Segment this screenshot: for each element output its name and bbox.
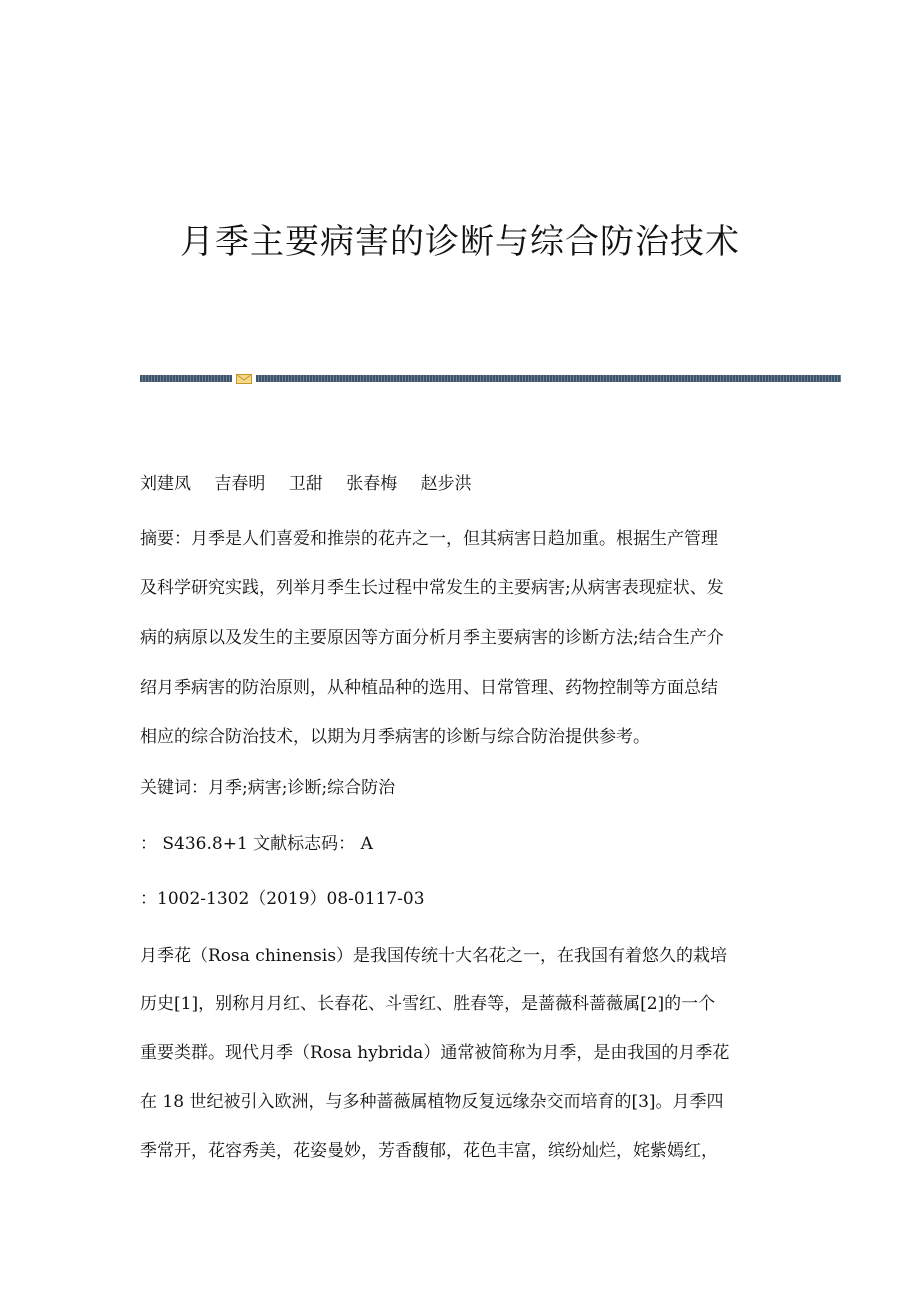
abstract-line: 相应的综合防治技术，以期为月季病害的诊断与综合防治提供参考。 (140, 727, 650, 747)
keywords-line: 关键词：月季;病害;诊断;综合防治 (140, 778, 396, 798)
envelope-ornament-icon (236, 374, 252, 384)
classification-line: ： S436.8+1 文献标志码： A (140, 834, 373, 854)
abstract-line: 及科学研究实践，列举月季生长过程中常发生的主要病害;从病害表现症状、发 (140, 578, 724, 598)
author-name: 卫甜 (288, 474, 323, 494)
abstract-line: 绍月季病害的防治原则，从种植品种的选用、日常管理、药物控制等方面总结 (140, 678, 718, 698)
divider-bar-left (140, 375, 232, 382)
author-name: 吉春明 (214, 474, 266, 494)
author-name: 张春梅 (346, 474, 398, 494)
divider-bar-right (256, 375, 841, 382)
body-line: 在 18 世纪被引入欧洲，与多种蔷薇属植物反复远缘杂交而培育的[3]。月季四 (140, 1092, 724, 1112)
abstract-line: 摘要：月季是人们喜爱和推崇的花卉之一，但其病害日趋加重。根据生产管理 (140, 529, 718, 549)
article-number-line: ：1002-1302（2019）08-0117-03 (140, 889, 425, 909)
body-line: 重要类群。现代月季（Rosa hybrida）通常被简称为月季，是由我国的月季花 (140, 1043, 730, 1063)
author-list (140, 472, 840, 496)
abstract-line: 病的病原以及发生的主要原因等方面分析月季主要病害的诊断方法;结合生产介 (140, 628, 724, 648)
body-line: 月季花（Rosa chinensis）是我国传统十大名花之一，在我国有着悠久的栽培 (140, 946, 728, 966)
author-name: 刘建凤 (140, 474, 191, 494)
paper-title: 月季主要病害的诊断与综合防治技术 (180, 222, 740, 262)
title-divider (140, 374, 841, 384)
body-line: 季常开，花容秀美，花姿曼妙，芳香馥郁，花色丰富，缤纷灿烂，姹紫嫣红， (140, 1141, 718, 1161)
body-line: 历史[1]，别称月月红、长春花、斗雪红、胜春等，是蔷薇科蔷薇属[2]的一个 (140, 994, 716, 1014)
author-name: 赵步洪 (420, 474, 472, 494)
